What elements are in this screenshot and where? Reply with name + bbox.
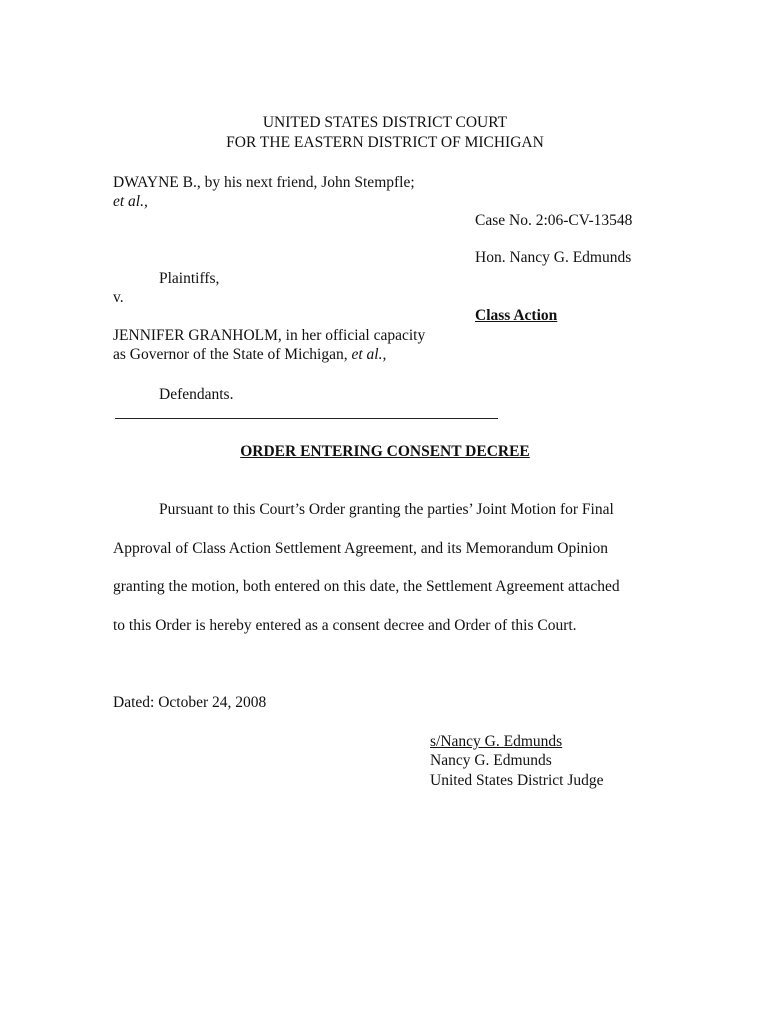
caption-divider [115, 418, 498, 419]
court-district: FOR THE EASTERN DISTRICT OF MICHIGAN [226, 134, 544, 151]
plaintiff-et-al: et al., [113, 193, 148, 210]
defendant-capacity: as Governor of the State of Michigan, [113, 346, 352, 363]
versus-label: v. [113, 289, 124, 306]
class-action-label: Class Action [475, 307, 558, 324]
defendants-label: Defendants. [159, 386, 234, 403]
plaintiff-line: DWAYNE B., by his next friend, John Stempfle; [113, 174, 415, 191]
dated-line: Dated: October 24, 2008 [113, 694, 267, 711]
judge-title: United States District Judge [430, 772, 604, 789]
case-number: Case No. 2:06-CV-13548 [475, 212, 633, 229]
order-body-line-2: Approval of Class Action Settlement Agreement, and its Memorandum Opinion [113, 540, 609, 557]
judge-signature-name: Nancy G. Edmunds [430, 752, 552, 769]
court-name: UNITED STATES DISTRICT COURT [262, 114, 508, 131]
defendant-line: JENNIFER GRANHOLM, in her official capacity [113, 327, 426, 344]
defendant-et-al: et al., [351, 346, 387, 363]
order-body-line-1: Pursuant to this Court’s Order granting the parties’ Joint Motion for Final [159, 501, 614, 518]
defendant-line-2 [113, 345, 386, 365]
order-title: ORDER ENTERING CONSENT DECREE [240, 443, 530, 460]
judge-name: Hon. Nancy G. Edmunds [475, 249, 632, 266]
order-body-line-4: to this Order is hereby entered as a consent decree and Order of this Court. [113, 617, 577, 634]
order-body-line-3: granting the motion, both entered on this date, the Settlement Agreement attached [113, 578, 620, 595]
plaintiffs-label: Plaintiffs, [159, 270, 220, 287]
signature-line: s/Nancy G. Edmunds [430, 733, 563, 750]
